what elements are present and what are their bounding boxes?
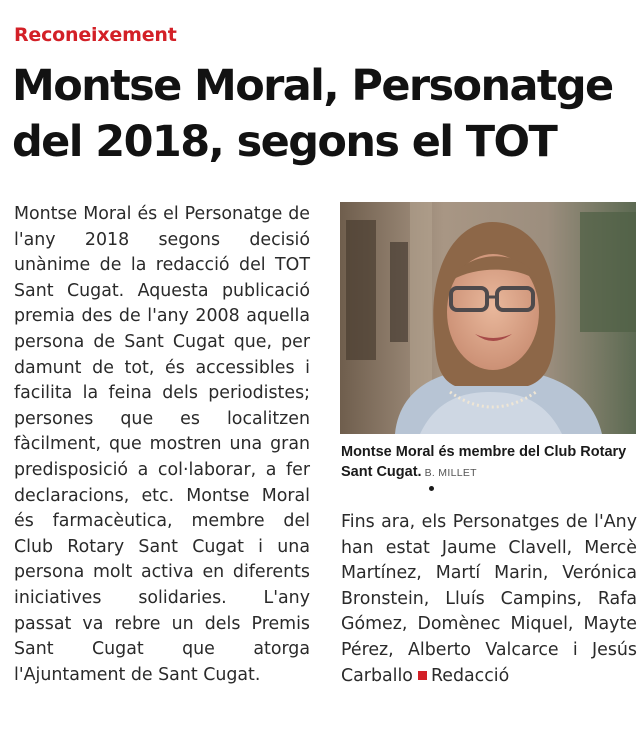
caption-text: Montse Moral és membre del Club Rotary Sant Cugat. [341, 444, 627, 480]
section-kicker: Reconeixement [14, 24, 177, 46]
end-mark-icon [418, 671, 427, 680]
portrait-illustration [340, 202, 636, 434]
photo-caption [341, 442, 631, 483]
right-column-text: Fins ara, els Personatges de l'Any han estat Jaume Clavell, Mercè Martínez, Martí Marin, Verónica Bronstein, Lluís Campins, Rafa Gómez, Domènec Miquel, Mayte Pérez, Alberto Valcarce i Jesús Carballo [341, 512, 637, 686]
separator-dot [429, 486, 434, 491]
signature: Redacció [430, 665, 510, 686]
body-right-column [341, 510, 637, 689]
body-left-column: Montse Moral és el Personatge de l'any 2018 segons decisió unànime de la redacció del TOT Sant Cugat. Aquesta publicació premia des de l'any 2008 aquella persona de Sant Cugat que, per damunt de tot, és accessibles i facilita la feina dels periodistes; persones que es localitzen fàcilment, que mostren una gran predisposició a col·laborar, a fer declaracions, etc. Montse Moral és farmacèutica, membre del Club Rotary Sant Cugat i una persona molt activa en diferents iniciatives solidaries. L'any passat va rebre un dels Premis Sant Cugat que atorga l'Ajuntament de Sant Cugat. [14, 204, 310, 685]
headline-line-1: Montse Moral, Personatge [12, 61, 613, 111]
portrait-photo [340, 202, 636, 434]
photo-credit: B. MILLET [424, 467, 477, 479]
headline [12, 58, 632, 170]
headline-line-2: del 2018, segons el TOT [12, 117, 557, 167]
